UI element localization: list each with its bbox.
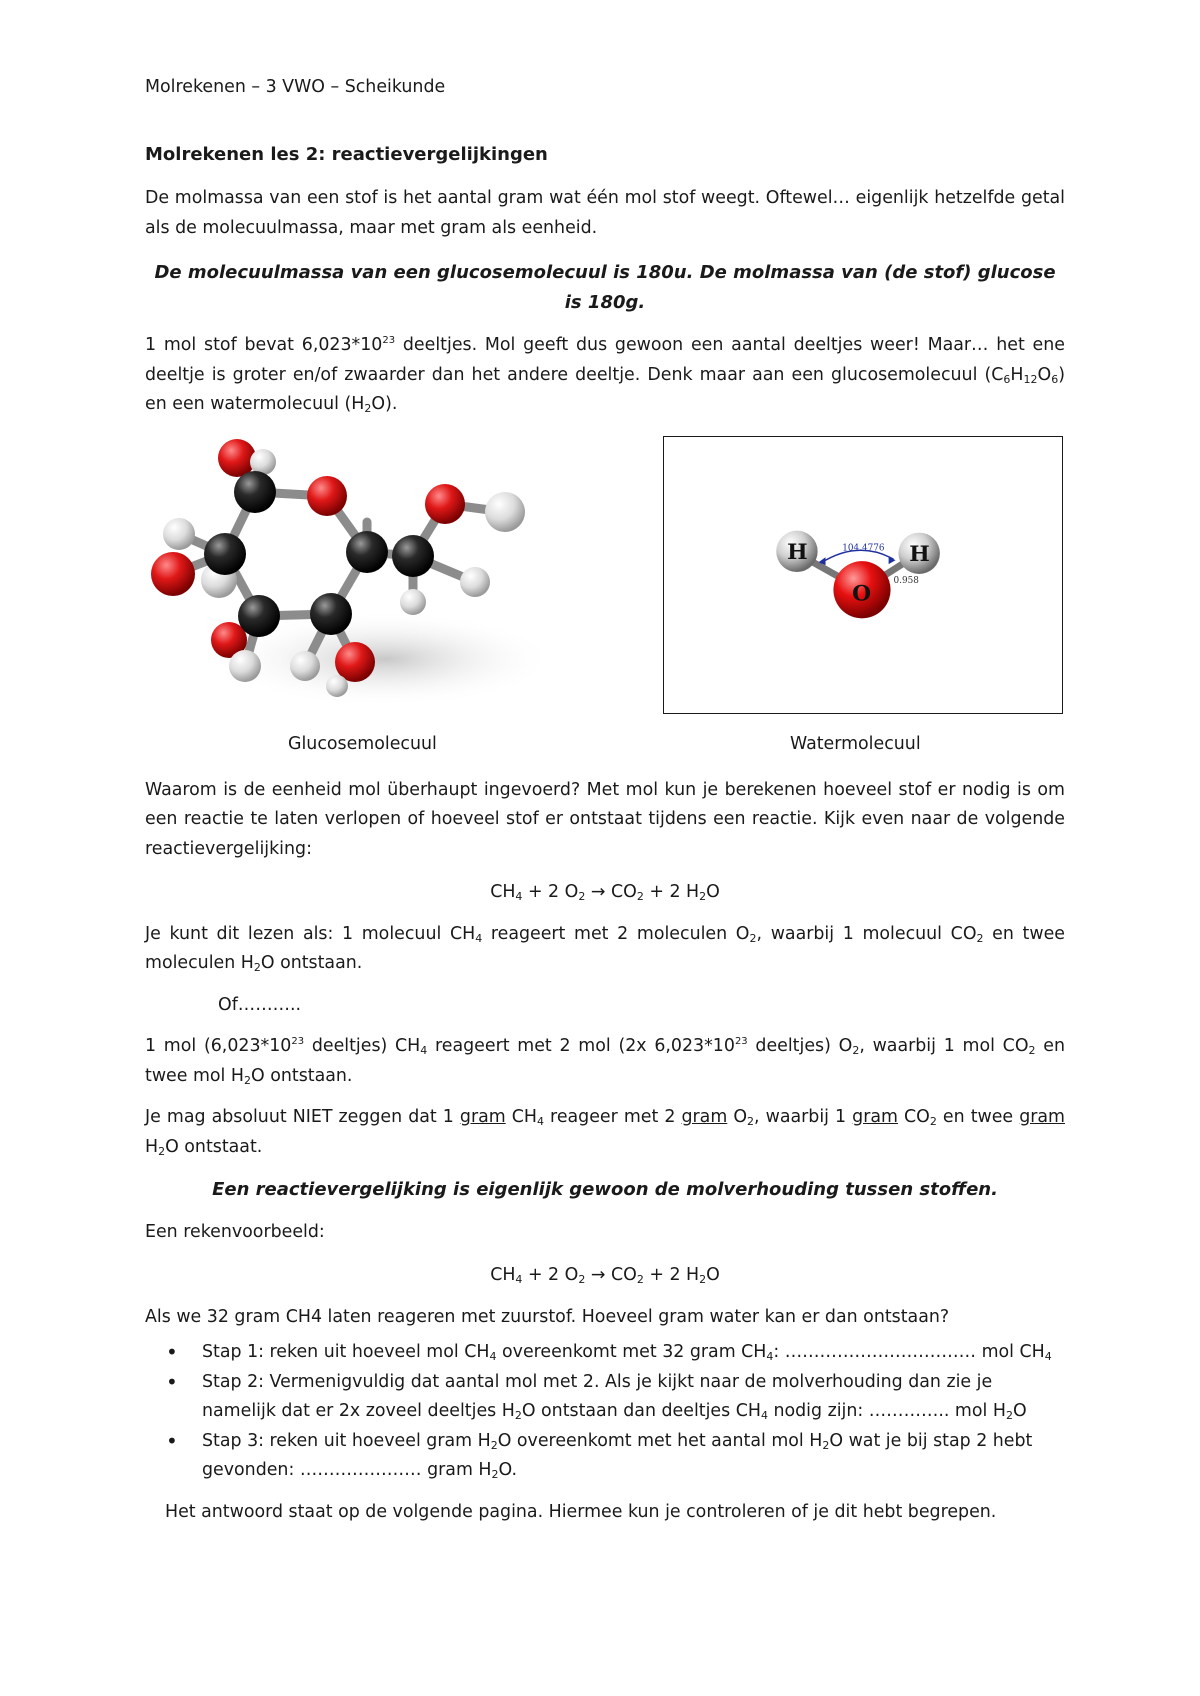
glucose-molecule-image (145, 434, 545, 710)
paragraph-mol-lezen: 1 mol ($6,023*10^{23}$ deeltjes) $CH_4$ reageert met 2 mol (2x $6,023*10^{23}$ deeltjes) $O_2$, waarbij 1 mol $CO_2$ en twee mol $H_2O$ ontstaan. (145, 1036, 1065, 1087)
of-line: Of……….. (218, 994, 302, 1015)
caption-water: Watermolecuul (790, 733, 921, 754)
figures-row (145, 434, 1065, 734)
reaction-equation-1: $CH_4 + 2$ $O_2 \to CO_2 + 2$ $H_2O$ (490, 882, 720, 903)
paragraph-mol-deeltjes: 1 mol stof bevat $6,023*10^{23}$ deeltjes. Mol geeft dus gewoon een aantal deeltjes weer! Maar… het ene deeltje is groter en/of zwaarder dan het andere deeltje. Denk maar aan een glucosemolecuul $(C_6H_{12}O_6)$ en een watermolecuul $(H_2O)$. (145, 335, 1065, 415)
emphasis-molverhouding: Een reactievergelijking is eigenlijk gewoon de molverhouding tussen stoffen. (212, 1179, 998, 1200)
document-page (145, 72, 1065, 1527)
page-header: Molrekenen – 3 VWO – Scheikunde (145, 77, 446, 97)
hydrogen-right-label: H (909, 541, 930, 567)
hydrogen-left-label: H (787, 539, 808, 565)
oxygen-label: O (852, 581, 872, 607)
bond-length-label: 0.958 (893, 575, 919, 586)
step-3: • Stap 3: reken uit hoeveel gram $H_2O$ overeenkomt met het aantal mol $H_2O$ wat je bij stap 2 hebt gevonden: ………………… gram $H_2O$. (202, 1427, 1065, 1486)
step-2: • Stap 2: Vermenigvuldig dat aantal mol met 2. Als je kijkt naar de molverhouding dan zie je namelijk dat er 2x zoveel deeltjes $H_2O$ ontstaan dan deeltjes $CH_4$ nodig zijn: ………….. mol $H_2O$ (202, 1368, 1065, 1427)
water-molecule-image (663, 436, 1063, 714)
paragraph-niet-gram: Je mag absoluut NIET zeggen dat 1 gram $CH_4$ reageer met 2 gram $O_2$, waarbij 1 gram $CO_2$ en twee gram $H_2O$ ontstaat. (145, 1107, 1065, 1158)
reaction-equation-2: $CH_4 + 2$ $O_2 \to CO_2 + 2$ $H_2O$ (490, 1265, 720, 1286)
water-molecule-svg (664, 437, 1060, 711)
paragraph-waarom-mol: Waarom is de eenheid mol überhaupt ingevoerd? Met mol kun je berekenen hoeveel stof er nodig is om een reactie te laten verlopen of hoeveel stof er ontstaat tijdens een reactie. Kijk even naar de volgende reactievergelijking: (145, 779, 1065, 859)
paragraph-molmassa: De molmassa van een stof is het aantal gram wat één mol stof weegt. Oftewel… eigenlijk hetzelfde getal als de molecuulmassa, maar met gram als eenheid. (145, 188, 1065, 238)
caption-glucose: Glucosemolecuul (288, 733, 437, 754)
step-1: • Stap 1: reken uit hoeveel mol $CH_4$ overeenkomt met 32 gram $CH_4$: …………………………… mol $CH_4$ (202, 1338, 1065, 1368)
footer-note: Het antwoord staat op de volgende pagina. Hiermee kun je controleren of je dit hebt begrepen. (165, 1501, 997, 1522)
figure-captions (145, 734, 1065, 764)
question-text: Als we 32 gram CH4 laten reageren met zuurstof. Hoeveel gram water kan er dan ontstaan? (145, 1306, 950, 1327)
steps-list (145, 1338, 1065, 1486)
example-label: Een rekenvoorbeeld: (145, 1221, 325, 1242)
emphasis-glucose: De molecuulmassa van een glucosemolecuul is 180u. De molmassa van (de stof) glucose is 180g. (154, 262, 1056, 313)
lesson-title: Molrekenen les 2: reactievergelijkingen (145, 144, 548, 165)
paragraph-lezen-als: Je kunt dit lezen als: 1 molecuul $CH_4$ reageert met 2 moleculen $O_2$, waarbij 1 molecuul $CO_2$ en twee moleculen $H_2O$ ontstaan. (145, 923, 1066, 974)
bond-angle-label: 104.4776 (842, 542, 885, 553)
